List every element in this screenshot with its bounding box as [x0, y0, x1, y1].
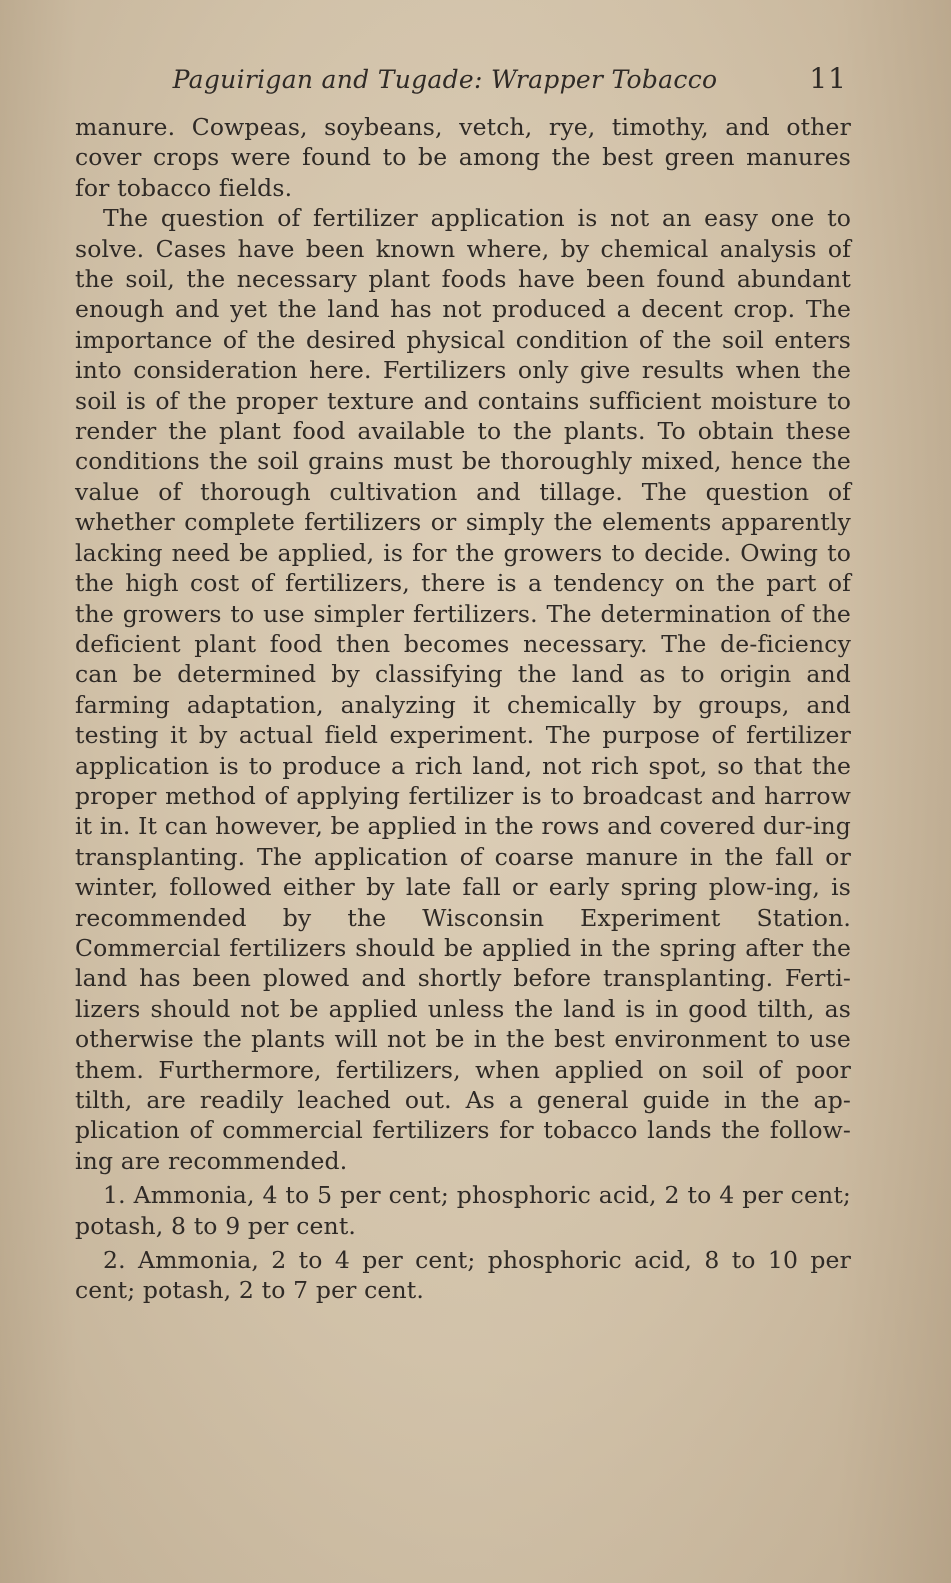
running-title: Paguirigan and Tugade: Wrapper Tobacco [172, 65, 718, 94]
body-text [75, 112, 851, 1306]
paragraph-fertilizer-application: The question of fertilizer application is not an easy one to solve. Cases have been known where, by chemical analysis of the soil, the necessary plant foods have been found abundant enough and yet the land has not produced a decent crop. The importance of the desired physical condition of the soil enters into consideration here. Fertilizers only give results when the soil is of the proper texture and contains sufficient moisture to render the plant food available to the plants. To obtain these conditions the soil grains must be thoroughly mixed, hence the value of thorough cultivation and tillage. The question of whether complete fertilizers or simply the elements apparently lacking need be applied, is for the growers to decide. Owing to the high cost of fertilizers, there is a tendency on the part of the growers to use simpler fertilizers. The determination of the deficient plant food then becomes necessary. The de-ficiency can be determined by classifying the land as to origin and farming adaptation, analyzing it chemically by groups, and testing it by actual field experiment. The purpose of fertilizer application is to produce a rich land, not rich spot, so that the proper method of applying fertilizer is to broadcast and harrow it in. It can however, be applied in the rows and covered dur-ing transplanting. The application of coarse manure in the fall or winter, followed either by late fall or early spring plow-ing, is recommended by the Wisconsin Experiment Station. Commercial fertilizers should be applied in the spring after the land has been plowed and shortly before transplanting. Ferti-lizers should not be applied unless the land is in good tilth, as otherwise the plants will not be in the best environment to use them. Furthermore, fertilizers, when applied on soil of poor tilth, are readily leached out. As a general guide in the ap-plication of commercial fertilizers for tobacco lands the follow-ing are recommended. [75, 204, 851, 1175]
running-head [75, 62, 851, 112]
list-item-formula-1: 1. Ammonia, 4 to 5 per cent; phosphoric acid, 2 to 4 per cent; potash, 8 to 9 per cent. [75, 1181, 851, 1240]
page-number: 11 [809, 62, 847, 95]
list-item-formula-2: 2. Ammonia, 2 to 4 per cent; phosphoric acid, 8 to 10 per cent; potash, 2 to 7 per cent. [75, 1246, 851, 1305]
paragraph-continued: manure. Cowpeas, soybeans, vetch, rye, timothy, and other cover crops were found to be among the best green manures for tobacco fields. [75, 113, 851, 202]
